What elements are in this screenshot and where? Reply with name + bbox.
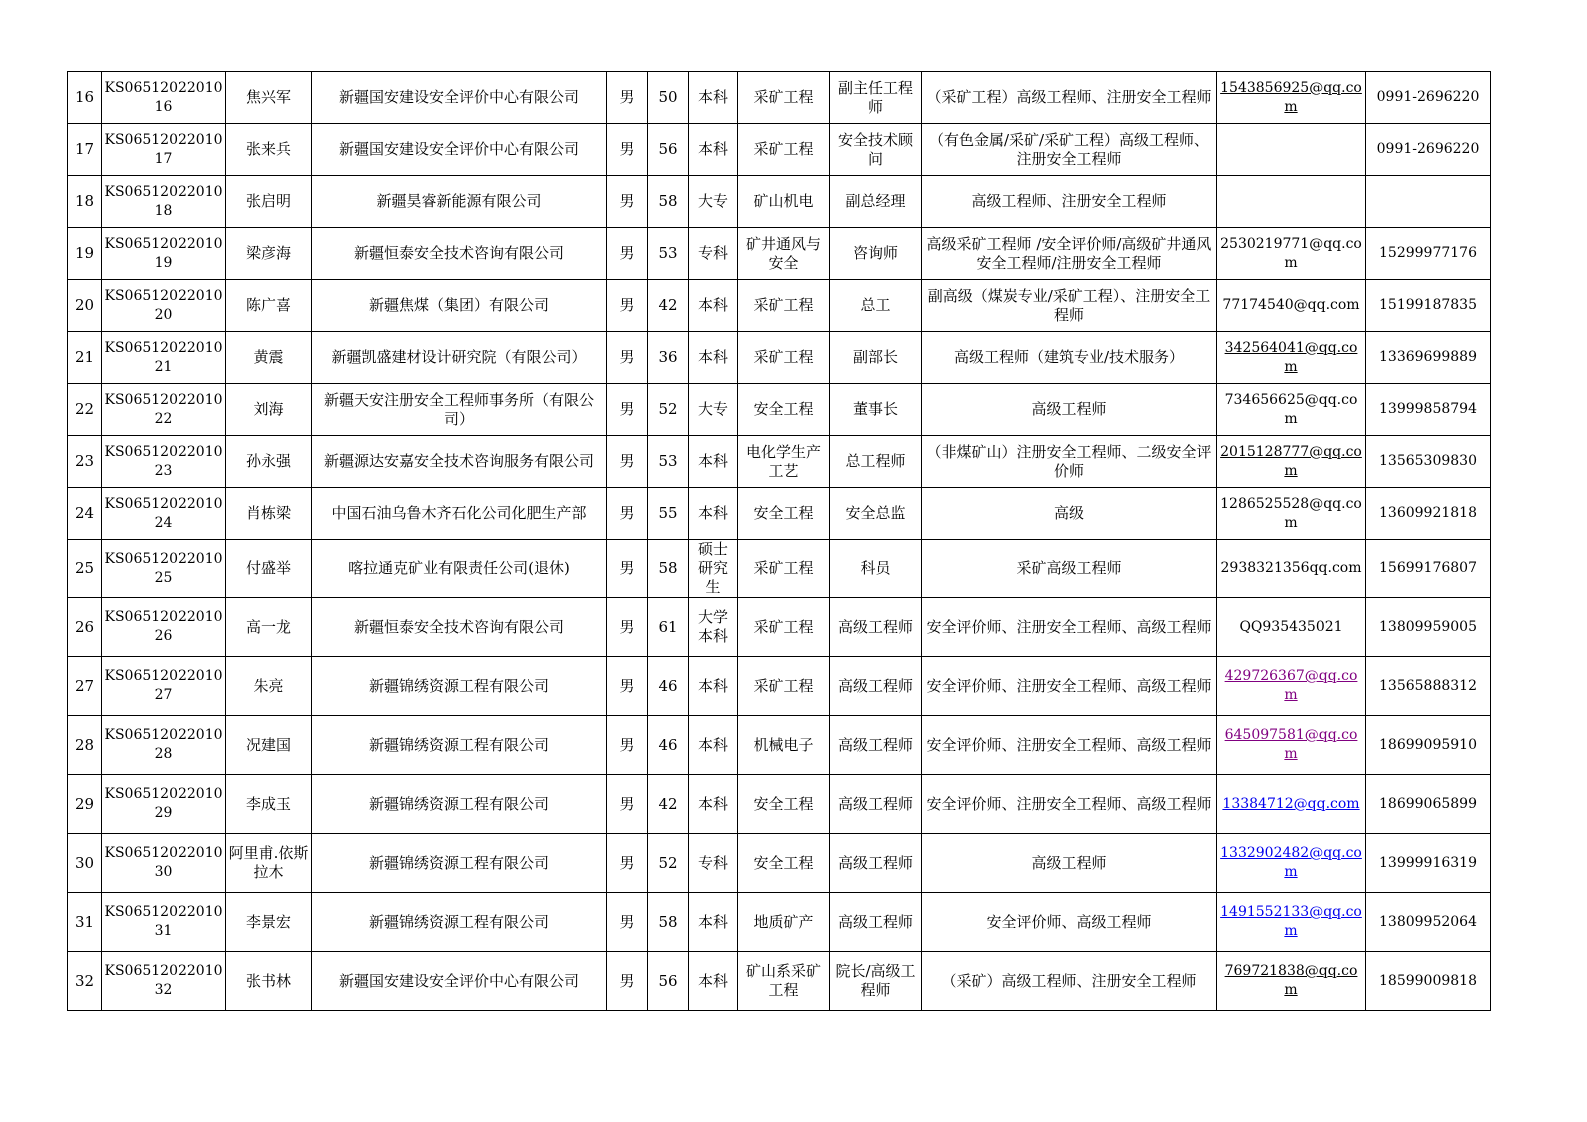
job-title-cell: 安全技术顾问 [830,124,922,176]
phone-cell: 15299977176 [1366,228,1491,280]
education-cell: 专科 [689,834,738,893]
candidate-id-cell: KS0651202201029 [102,775,226,834]
row-number-cell: 26 [68,598,102,657]
person-name-cell: 阿里甫.依斯拉木 [226,834,312,893]
age-cell: 42 [648,775,689,834]
major-cell: 采矿工程 [738,124,830,176]
phone-cell: 13999916319 [1366,834,1491,893]
major-cell: 安全工程 [738,775,830,834]
phone-cell [1366,176,1491,228]
education-cell: 本科 [689,488,738,540]
roster-body [68,72,1491,1011]
job-title-cell: 高级工程师 [830,598,922,657]
major-cell: 安全工程 [738,834,830,893]
organization-cell: 新疆恒泰安全技术咨询有限公司 [312,228,607,280]
age-cell: 52 [648,384,689,436]
education-cell: 专科 [689,228,738,280]
row-number-cell: 31 [68,893,102,952]
table-row [68,228,1491,280]
education-cell: 本科 [689,716,738,775]
row-number-cell: 19 [68,228,102,280]
person-name-cell: 李景宏 [226,893,312,952]
email-cell [1217,228,1366,280]
person-name-cell: 焦兴军 [226,72,312,124]
person-name-cell: 孙永强 [226,436,312,488]
organization-cell: 新疆昊睿新能源有限公司 [312,176,607,228]
row-number-cell: 32 [68,952,102,1011]
phone-cell: 18699095910 [1366,716,1491,775]
qualification-cell: 副高级（煤炭专业/采矿工程）、注册安全工程师 [922,280,1217,332]
gender-cell: 男 [607,716,648,775]
education-cell: 大专 [689,384,738,436]
table-row [68,598,1491,657]
qualification-cell: 高级工程师、注册安全工程师 [922,176,1217,228]
phone-cell: 13369699889 [1366,332,1491,384]
qualification-cell: 安全评价师、注册安全工程师、高级工程师 [922,657,1217,716]
job-title-cell: 总工程师 [830,436,922,488]
education-cell: 本科 [689,775,738,834]
email-cell [1217,598,1366,657]
qualification-cell: 采矿高级工程师 [922,540,1217,598]
person-name-cell: 李成玉 [226,775,312,834]
education-cell: 本科 [689,124,738,176]
job-title-cell: 高级工程师 [830,657,922,716]
email-link[interactable]: 645097581@qq.com [1224,727,1358,762]
email-link[interactable]: 1332902482@qq.com [1220,845,1362,880]
person-name-cell: 朱亮 [226,657,312,716]
candidate-id-cell: KS0651202201016 [102,72,226,124]
candidate-id-cell: KS0651202201022 [102,384,226,436]
table-row [68,332,1491,384]
phone-cell: 13565309830 [1366,436,1491,488]
education-cell: 本科 [689,280,738,332]
email-cell [1217,124,1366,176]
age-cell: 36 [648,332,689,384]
candidate-id-cell: KS0651202201020 [102,280,226,332]
qualification-cell: 高级工程师（建筑专业/技术服务） [922,332,1217,384]
gender-cell: 男 [607,384,648,436]
table-row [68,657,1491,716]
email-cell [1217,716,1366,775]
email-link[interactable]: 13384712@qq.com [1222,795,1360,812]
job-title-cell: 副总经理 [830,176,922,228]
gender-cell: 男 [607,775,648,834]
gender-cell: 男 [607,436,648,488]
candidate-id-cell: KS0651202201031 [102,893,226,952]
candidate-id-cell: KS0651202201021 [102,332,226,384]
qualification-cell: 高级 [922,488,1217,540]
organization-cell: 新疆恒泰安全技术咨询有限公司 [312,598,607,657]
age-cell: 42 [648,280,689,332]
phone-cell: 0991-2696220 [1366,72,1491,124]
person-name-cell: 况建国 [226,716,312,775]
age-cell: 58 [648,540,689,598]
candidate-id-cell: KS0651202201027 [102,657,226,716]
email-cell [1217,893,1366,952]
row-number-cell: 16 [68,72,102,124]
phone-cell: 18699065899 [1366,775,1491,834]
email-cell [1217,176,1366,228]
person-name-cell: 肖栋梁 [226,488,312,540]
education-cell: 本科 [689,72,738,124]
gender-cell: 男 [607,488,648,540]
email-link: 2530219771@qq.com [1220,235,1362,271]
major-cell: 采矿工程 [738,540,830,598]
person-name-cell: 黄震 [226,332,312,384]
expert-roster-table [67,71,1491,1011]
gender-cell: 男 [607,540,648,598]
phone-cell: 13809952064 [1366,893,1491,952]
email-cell [1217,436,1366,488]
education-cell: 本科 [689,893,738,952]
row-number-cell: 25 [68,540,102,598]
email-cell [1217,775,1366,834]
age-cell: 55 [648,488,689,540]
job-title-cell: 高级工程师 [830,893,922,952]
person-name-cell: 张来兵 [226,124,312,176]
phone-cell: 15199187835 [1366,280,1491,332]
person-name-cell: 高一龙 [226,598,312,657]
table-row [68,72,1491,124]
organization-cell: 新疆锦绣资源工程有限公司 [312,657,607,716]
major-cell: 机械电子 [738,716,830,775]
row-number-cell: 29 [68,775,102,834]
major-cell: 采矿工程 [738,72,830,124]
education-cell: 本科 [689,436,738,488]
job-title-cell: 副主任工程师 [830,72,922,124]
email-cell [1217,952,1366,1011]
phone-cell: 0991-2696220 [1366,124,1491,176]
education-cell: 大学本科 [689,598,738,657]
email-cell [1217,657,1366,716]
phone-cell: 13999858794 [1366,384,1491,436]
age-cell: 53 [648,436,689,488]
gender-cell: 男 [607,176,648,228]
candidate-id-cell: KS0651202201018 [102,176,226,228]
major-cell: 电化学生产工艺 [738,436,830,488]
table-row [68,540,1491,598]
age-cell: 50 [648,72,689,124]
person-name-cell: 刘海 [226,384,312,436]
phone-cell: 18599009818 [1366,952,1491,1011]
row-number-cell: 23 [68,436,102,488]
phone-cell: 13565888312 [1366,657,1491,716]
qualification-cell: （非煤矿山）注册安全工程师、二级安全评价师 [922,436,1217,488]
phone-cell: 15699176807 [1366,540,1491,598]
gender-cell: 男 [607,332,648,384]
candidate-id-cell: KS0651202201017 [102,124,226,176]
email-link[interactable]: 342564041@qq.com [1224,339,1358,375]
job-title-cell: 董事长 [830,384,922,436]
organization-cell: 新疆国安建设安全评价中心有限公司 [312,124,607,176]
gender-cell: 男 [607,72,648,124]
table-row [68,716,1491,775]
gender-cell: 男 [607,834,648,893]
organization-cell: 喀拉通克矿业有限责任公司(退休) [312,540,607,598]
age-cell: 46 [648,716,689,775]
row-number-cell: 18 [68,176,102,228]
email-cell [1217,488,1366,540]
email-link[interactable]: 2015128777@qq.com [1220,443,1362,479]
organization-cell: 新疆锦绣资源工程有限公司 [312,716,607,775]
job-title-cell: 高级工程师 [830,716,922,775]
table-row [68,384,1491,436]
organization-cell: 新疆国安建设安全评价中心有限公司 [312,72,607,124]
organization-cell: 新疆天安注册安全工程师事务所（有限公司） [312,384,607,436]
person-name-cell: 付盛举 [226,540,312,598]
qualification-cell: 安全评价师、注册安全工程师、高级工程师 [922,598,1217,657]
major-cell: 矿山系采矿工程 [738,952,830,1011]
person-name-cell: 陈广喜 [226,280,312,332]
major-cell: 采矿工程 [738,598,830,657]
job-title-cell: 高级工程师 [830,775,922,834]
organization-cell: 新疆锦绣资源工程有限公司 [312,775,607,834]
row-number-cell: 27 [68,657,102,716]
job-title-cell: 科员 [830,540,922,598]
row-number-cell: 22 [68,384,102,436]
row-number-cell: 24 [68,488,102,540]
organization-cell: 新疆国安建设安全评价中心有限公司 [312,952,607,1011]
table-row [68,176,1491,228]
gender-cell: 男 [607,657,648,716]
gender-cell: 男 [607,280,648,332]
job-title-cell: 院长/高级工程师 [830,952,922,1011]
job-title-cell: 总工 [830,280,922,332]
education-cell: 硕士研究生 [689,540,738,598]
gender-cell: 男 [607,893,648,952]
table-row [68,124,1491,176]
email-link[interactable]: 1543856925@qq.com [1220,79,1362,115]
organization-cell: 新疆焦煤（集团）有限公司 [312,280,607,332]
email-cell [1217,332,1366,384]
age-cell: 52 [648,834,689,893]
email-cell [1217,280,1366,332]
age-cell: 56 [648,952,689,1011]
candidate-id-cell: KS0651202201026 [102,598,226,657]
qualification-cell: （采矿）高级工程师、注册安全工程师 [922,952,1217,1011]
email-cell [1217,540,1366,598]
email-link[interactable]: 429726367@qq.com [1224,668,1358,703]
major-cell: 采矿工程 [738,657,830,716]
table-row [68,834,1491,893]
age-cell: 46 [648,657,689,716]
qualification-cell: 高级工程师 [922,834,1217,893]
major-cell: 采矿工程 [738,332,830,384]
table-row [68,775,1491,834]
organization-cell: 新疆源达安嘉安全技术咨询服务有限公司 [312,436,607,488]
email-link[interactable]: 769721838@qq.com [1224,963,1358,998]
organization-cell: 新疆锦绣资源工程有限公司 [312,893,607,952]
major-cell: 地质矿产 [738,893,830,952]
age-cell: 58 [648,176,689,228]
major-cell: 矿山机电 [738,176,830,228]
phone-cell: 13609921818 [1366,488,1491,540]
table-row [68,952,1491,1011]
email-cell [1217,72,1366,124]
email-link: 1286525528@qq.com [1220,495,1362,531]
candidate-id-cell: KS0651202201028 [102,716,226,775]
email-link: 2938321356qq.com [1220,560,1362,576]
major-cell: 矿井通风与安全 [738,228,830,280]
education-cell: 本科 [689,657,738,716]
organization-cell: 新疆凯盛建材设计研究院（有限公司） [312,332,607,384]
job-title-cell: 副部长 [830,332,922,384]
job-title-cell: 咨询师 [830,228,922,280]
gender-cell: 男 [607,124,648,176]
email-link: 734656625@qq.com [1224,391,1358,427]
qualification-cell: 安全评价师、高级工程师 [922,893,1217,952]
organization-cell: 中国石油乌鲁木齐石化公司化肥生产部 [312,488,607,540]
table-row [68,436,1491,488]
major-cell: 安全工程 [738,488,830,540]
email-link: 77174540@qq.com [1222,297,1360,313]
email-link[interactable]: 1491552133@qq.com [1220,904,1362,939]
candidate-id-cell: KS0651202201032 [102,952,226,1011]
qualification-cell: 安全评价师、注册安全工程师、高级工程师 [922,716,1217,775]
person-name-cell: 梁彦海 [226,228,312,280]
education-cell: 本科 [689,952,738,1011]
qualification-cell: 高级采矿工程师 /安全评价师/高级矿井通风安全工程师/注册安全工程师 [922,228,1217,280]
row-number-cell: 30 [68,834,102,893]
job-title-cell: 安全总监 [830,488,922,540]
row-number-cell: 17 [68,124,102,176]
email-cell [1217,834,1366,893]
person-name-cell: 张启明 [226,176,312,228]
age-cell: 56 [648,124,689,176]
job-title-cell: 高级工程师 [830,834,922,893]
table-row [68,488,1491,540]
organization-cell: 新疆锦绣资源工程有限公司 [312,834,607,893]
qualification-cell: 高级工程师 [922,384,1217,436]
person-name-cell: 张书林 [226,952,312,1011]
row-number-cell: 28 [68,716,102,775]
candidate-id-cell: KS0651202201019 [102,228,226,280]
gender-cell: 男 [607,228,648,280]
candidate-id-cell: KS0651202201023 [102,436,226,488]
major-cell: 安全工程 [738,384,830,436]
row-number-cell: 21 [68,332,102,384]
major-cell: 采矿工程 [738,280,830,332]
phone-cell: 13809959005 [1366,598,1491,657]
email-link: QQ935435021 [1239,618,1343,635]
qualification-cell: （有色金属/采矿/采矿工程）高级工程师、注册安全工程师 [922,124,1217,176]
table-row [68,893,1491,952]
candidate-id-cell: KS0651202201025 [102,540,226,598]
row-number-cell: 20 [68,280,102,332]
age-cell: 53 [648,228,689,280]
age-cell: 61 [648,598,689,657]
qualification-cell: （采矿工程）高级工程师、注册安全工程师 [922,72,1217,124]
email-cell [1217,384,1366,436]
education-cell: 本科 [689,332,738,384]
education-cell: 大专 [689,176,738,228]
candidate-id-cell: KS0651202201024 [102,488,226,540]
age-cell: 58 [648,893,689,952]
gender-cell: 男 [607,952,648,1011]
qualification-cell: 安全评价师、注册安全工程师、高级工程师 [922,775,1217,834]
candidate-id-cell: KS0651202201030 [102,834,226,893]
gender-cell: 男 [607,598,648,657]
table-row [68,280,1491,332]
